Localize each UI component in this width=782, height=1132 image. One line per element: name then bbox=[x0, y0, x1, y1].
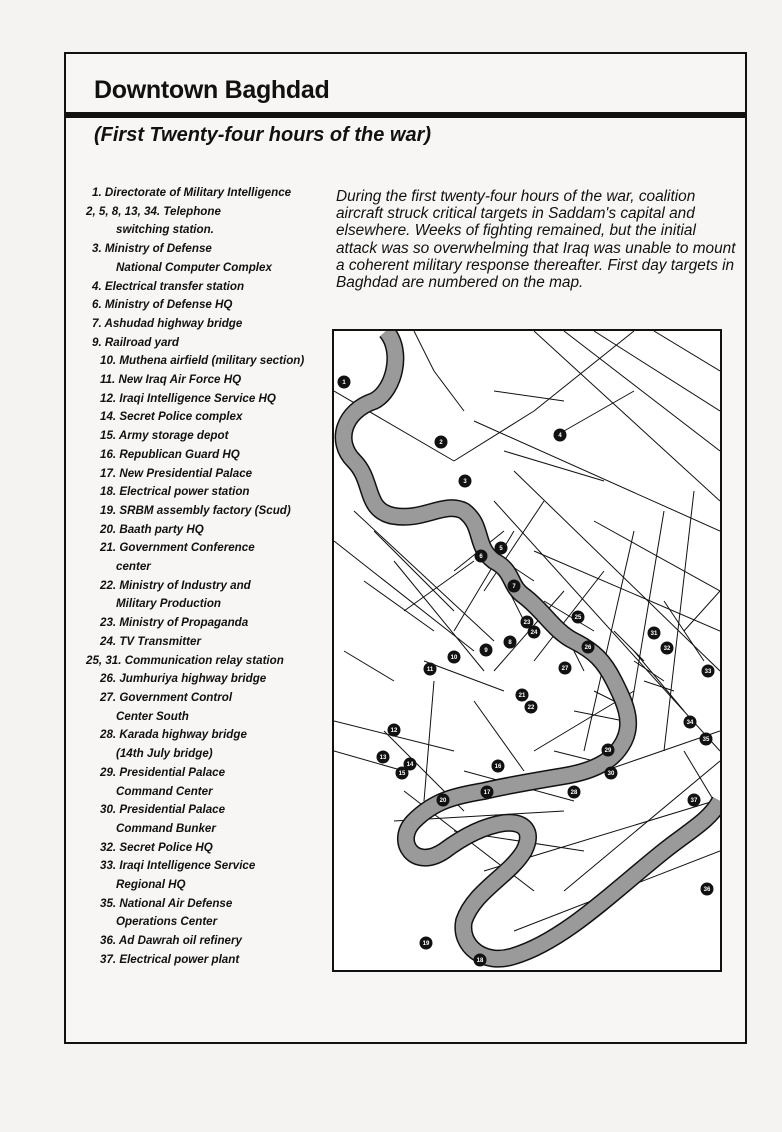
marker-label: 14 bbox=[406, 762, 414, 768]
legend-continuation: switching station. bbox=[116, 223, 214, 237]
marker-label: 1 bbox=[342, 380, 346, 386]
legend-label: Baath party HQ bbox=[116, 522, 204, 536]
legend-label: Jumhuriya highway bridge bbox=[116, 672, 267, 686]
marker-label: 7 bbox=[512, 584, 516, 590]
road bbox=[364, 581, 434, 631]
target-marker bbox=[684, 716, 697, 729]
target-marker bbox=[554, 429, 567, 442]
legend-label: SRBM assembly factory (Scud) bbox=[116, 503, 291, 517]
target-marker bbox=[396, 767, 409, 780]
road bbox=[344, 651, 394, 681]
legend-item bbox=[86, 371, 326, 390]
map-svg bbox=[334, 331, 720, 970]
road bbox=[654, 331, 720, 371]
legend-number: 33. bbox=[100, 859, 117, 873]
legend-label: Ad Dawrah oil refinery bbox=[116, 934, 242, 948]
legend-label: Government Conference bbox=[116, 541, 255, 555]
legend-item bbox=[86, 577, 326, 596]
legend-item bbox=[86, 801, 326, 820]
legend-number: 22. bbox=[100, 578, 117, 592]
legend-number: 14. bbox=[100, 410, 117, 424]
legend-item bbox=[86, 951, 326, 970]
target-marker bbox=[504, 636, 517, 649]
legend-label: Ministry of Propaganda bbox=[116, 616, 249, 630]
target-marker bbox=[495, 542, 508, 555]
marker-label: 12 bbox=[390, 728, 398, 734]
target-legend bbox=[86, 184, 326, 970]
legend-number: 29. bbox=[100, 765, 117, 779]
legend-continuation: Military Production bbox=[116, 597, 221, 611]
marker-label: 27 bbox=[561, 666, 569, 672]
marker-label: 18 bbox=[476, 958, 484, 964]
marker-label: 9 bbox=[484, 648, 488, 654]
legend-number: 9. bbox=[92, 335, 102, 349]
target-marker bbox=[481, 786, 494, 799]
marker-label: 6 bbox=[479, 554, 483, 560]
road bbox=[534, 331, 720, 501]
target-marker bbox=[688, 794, 701, 807]
legend-item bbox=[86, 465, 326, 484]
legend-item bbox=[86, 726, 326, 745]
legend-item bbox=[86, 670, 326, 689]
marker-label: 16 bbox=[494, 764, 502, 770]
legend-item bbox=[86, 278, 326, 297]
legend-label: Government Control bbox=[116, 690, 233, 704]
legend-number: 17. bbox=[100, 466, 117, 480]
target-marker bbox=[459, 475, 472, 488]
target-marker bbox=[702, 665, 715, 678]
road bbox=[634, 651, 684, 711]
legend-number: 19. bbox=[100, 503, 117, 517]
legend-number: 12. bbox=[100, 391, 117, 405]
marker-label: 22 bbox=[527, 705, 535, 711]
marker-label: 13 bbox=[379, 755, 387, 761]
legend-label: Iraqi Intelligence Service HQ bbox=[116, 391, 276, 405]
legend-label: Secret Police HQ bbox=[116, 840, 213, 854]
marker-label: 29 bbox=[604, 748, 612, 754]
marker-label: 21 bbox=[518, 693, 526, 699]
marker-label: 36 bbox=[703, 887, 711, 893]
road bbox=[614, 631, 644, 661]
road bbox=[514, 471, 720, 671]
road bbox=[554, 751, 594, 761]
legend-continuation: Command Bunker bbox=[116, 821, 216, 835]
intro-paragraph: During the first twenty-four hours of the war, coalition aircraft struck critical targets in Saddam's capital and elsewhere. Weeks of fighting remained, but the initial attack was so overwhelming that Iraq was unable to mount a coherent military response thereafter. First day targets in Baghdad are numbered on the map. bbox=[336, 188, 736, 292]
marker-label: 8 bbox=[508, 640, 512, 646]
page-title: Downtown Baghdad bbox=[94, 76, 330, 104]
legend-label: Iraqi Intelligence Service bbox=[116, 859, 256, 873]
legend-number: 6. bbox=[92, 298, 102, 312]
target-marker bbox=[475, 550, 488, 563]
road bbox=[414, 331, 434, 371]
target-marker bbox=[474, 954, 487, 967]
legend-item bbox=[86, 895, 326, 914]
legend-continuation: (14th July bridge) bbox=[116, 747, 213, 761]
legend-label: Railroad yard bbox=[101, 335, 179, 349]
target-marker bbox=[528, 626, 541, 639]
target-marker bbox=[648, 627, 661, 640]
legend-item bbox=[86, 652, 326, 671]
road bbox=[434, 371, 464, 411]
legend-item bbox=[86, 764, 326, 783]
target-marker bbox=[582, 641, 595, 654]
road bbox=[634, 661, 664, 681]
road bbox=[374, 531, 454, 611]
baghdad-map bbox=[332, 329, 722, 972]
target-marker bbox=[516, 689, 529, 702]
legend-label: Electrical power station bbox=[116, 485, 250, 499]
legend-label: Ministry of Industry and bbox=[116, 578, 251, 592]
legend-label: Electrical transfer station bbox=[101, 279, 245, 293]
legend-number: 21. bbox=[100, 541, 117, 555]
legend-item bbox=[86, 352, 326, 371]
legend-item bbox=[86, 240, 326, 259]
road bbox=[564, 331, 720, 451]
legend-label: Ashudad highway bridge bbox=[101, 316, 243, 330]
marker-label: 31 bbox=[650, 631, 658, 637]
legend-item bbox=[86, 296, 326, 315]
legend-label: Karada highway bridge bbox=[116, 728, 247, 742]
target-marker bbox=[508, 580, 521, 593]
marker-label: 26 bbox=[584, 645, 592, 651]
legend-label: New Presidential Palace bbox=[116, 466, 253, 480]
target-marker bbox=[605, 767, 618, 780]
road bbox=[684, 591, 720, 631]
legend-label: Republican Guard HQ bbox=[116, 447, 240, 461]
marker-label: 33 bbox=[704, 669, 712, 675]
legend-label: Directorate of Military Intelligence bbox=[101, 186, 292, 199]
legend-number: 30. bbox=[100, 803, 117, 817]
marker-label: 28 bbox=[570, 790, 578, 796]
legend-item bbox=[86, 689, 326, 708]
legend-label: New Iraq Air Force HQ bbox=[115, 373, 242, 387]
target-marker bbox=[559, 662, 572, 675]
legend-label: TV Transmitter bbox=[116, 634, 201, 648]
legend-number: 15. bbox=[100, 429, 117, 443]
legend-label: Ministry of Defense HQ bbox=[101, 298, 233, 312]
target-markers bbox=[338, 376, 715, 967]
legend-number: 10. bbox=[100, 354, 117, 368]
target-marker bbox=[568, 786, 581, 799]
legend-number: 28. bbox=[100, 728, 117, 742]
target-marker bbox=[602, 744, 615, 757]
road bbox=[564, 391, 634, 431]
marker-label: 5 bbox=[499, 546, 503, 552]
marker-label: 35 bbox=[702, 737, 710, 743]
legend-item bbox=[86, 633, 326, 652]
legend-number: 4. bbox=[92, 279, 102, 293]
target-marker bbox=[661, 642, 674, 655]
legend-continuation: center bbox=[116, 560, 151, 574]
marker-label: 37 bbox=[690, 798, 698, 804]
target-marker bbox=[435, 436, 448, 449]
title-rule bbox=[66, 112, 745, 118]
road bbox=[394, 561, 484, 671]
legend-label: Telephone bbox=[160, 204, 221, 218]
road bbox=[594, 331, 720, 411]
marker-label: 15 bbox=[398, 771, 406, 777]
marker-label: 19 bbox=[422, 941, 430, 947]
legend-number: 23. bbox=[100, 616, 117, 630]
legend-number: 20. bbox=[100, 522, 117, 536]
target-marker bbox=[437, 794, 450, 807]
legend-number: 1. bbox=[92, 186, 102, 199]
road bbox=[424, 681, 434, 801]
target-marker bbox=[420, 937, 433, 950]
legend-number: 7. bbox=[92, 316, 102, 330]
target-marker bbox=[492, 760, 505, 773]
legend-item bbox=[86, 203, 326, 222]
target-marker bbox=[377, 751, 390, 764]
target-marker bbox=[448, 651, 461, 664]
target-marker bbox=[525, 701, 538, 714]
page-subtitle: (First Twenty-four hours of the war) bbox=[94, 124, 432, 146]
legend-item bbox=[86, 539, 326, 558]
legend-item bbox=[86, 184, 326, 203]
marker-label: 25 bbox=[574, 615, 582, 621]
legend-item bbox=[86, 502, 326, 521]
legend-continuation: National Computer Complex bbox=[116, 260, 272, 274]
legend-item bbox=[86, 446, 326, 465]
legend-number: 27. bbox=[100, 690, 117, 704]
marker-label: 3 bbox=[463, 479, 467, 485]
legend-continuation: Regional HQ bbox=[116, 878, 186, 892]
legend-item bbox=[86, 857, 326, 876]
target-marker bbox=[480, 644, 493, 657]
marker-label: 20 bbox=[439, 798, 447, 804]
legend-number: 11. bbox=[100, 373, 116, 387]
legend-continuation: Center South bbox=[116, 709, 189, 723]
marker-label: 30 bbox=[607, 771, 615, 777]
marker-label: 23 bbox=[523, 620, 531, 626]
legend-item bbox=[86, 932, 326, 951]
legend-number: 36. bbox=[100, 934, 117, 948]
marker-label: 2 bbox=[439, 440, 443, 446]
legend-item bbox=[86, 390, 326, 409]
legend-number: 37. bbox=[100, 952, 117, 966]
target-marker bbox=[424, 663, 437, 676]
road bbox=[644, 681, 674, 691]
road bbox=[424, 661, 504, 691]
legend-item bbox=[86, 408, 326, 427]
legend-item bbox=[86, 483, 326, 502]
target-marker bbox=[700, 733, 713, 746]
legend-number: 18. bbox=[100, 485, 117, 499]
legend-number: 24. bbox=[100, 634, 117, 648]
legend-label: Ministry of Defense bbox=[101, 242, 212, 256]
legend-item bbox=[86, 334, 326, 353]
road bbox=[474, 421, 720, 531]
legend-number: 16. bbox=[100, 447, 117, 461]
legend-continuation: Command Center bbox=[116, 784, 213, 798]
road bbox=[454, 411, 534, 461]
legend-number: 26. bbox=[100, 672, 117, 686]
legend-label: National Air Defense bbox=[116, 896, 233, 910]
legend-number: 25, 31. bbox=[86, 653, 122, 667]
legend-number: 3. bbox=[92, 242, 102, 256]
target-marker bbox=[701, 883, 714, 896]
marker-label: 34 bbox=[686, 720, 694, 726]
legend-number: 32. bbox=[100, 840, 117, 854]
target-marker bbox=[338, 376, 351, 389]
marker-label: 24 bbox=[530, 630, 538, 636]
legend-label: Muthena airfield (military section) bbox=[116, 354, 305, 368]
marker-label: 4 bbox=[558, 433, 562, 439]
legend-number: 35. bbox=[100, 896, 117, 910]
legend-label: Electrical power plant bbox=[116, 952, 240, 966]
legend-label: Communication relay station bbox=[121, 653, 284, 667]
legend-item bbox=[86, 315, 326, 334]
marker-label: 17 bbox=[483, 790, 491, 796]
legend-item bbox=[86, 427, 326, 446]
target-marker bbox=[388, 724, 401, 737]
marker-label: 11 bbox=[426, 667, 434, 673]
marker-label: 32 bbox=[663, 646, 671, 652]
legend-item bbox=[86, 839, 326, 858]
legend-continuation: Operations Center bbox=[116, 915, 218, 929]
legend-label: Secret Police complex bbox=[116, 410, 243, 424]
legend-label: Presidential Palace bbox=[116, 765, 226, 779]
legend-item bbox=[86, 521, 326, 540]
marker-label: 10 bbox=[450, 655, 458, 661]
legend-label: Army storage depot bbox=[116, 429, 229, 443]
legend-number: 2, 5, 8, 13, 34. bbox=[86, 204, 161, 218]
road bbox=[334, 751, 404, 771]
legend-item bbox=[86, 614, 326, 633]
legend-label: Presidential Palace bbox=[116, 803, 226, 817]
target-marker bbox=[572, 611, 585, 624]
page-frame bbox=[64, 52, 747, 1044]
